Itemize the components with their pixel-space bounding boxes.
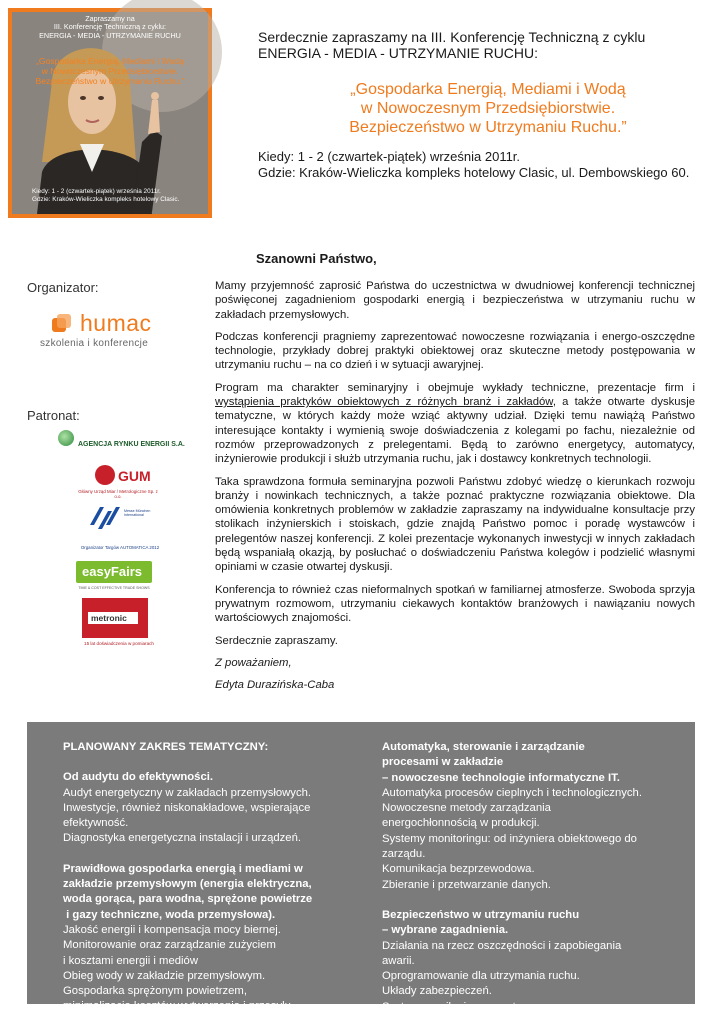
messe-logo-icon (88, 505, 122, 531)
easyfairs-tagline: TIME & COST EFFECTIVE TRADE SHOWS (78, 586, 150, 590)
letter-underlined-text: wystąpienia praktyków obiektowych z różnych branż i zakładów (215, 396, 553, 409)
letter-paragraph: Konferencja to również czas nieformalnych spotkań w familiarnej atmosferze. Swoboda sprzyja prywatnym rozmowom, utrzymaniu ciekawych kontaktów branżowych i nawiązaniu nowych wartościowych znajomości. (215, 583, 695, 625)
poster-title (12, 56, 208, 86)
letter-paragraph (215, 381, 695, 467)
topic-heading: procesami w zakładzie (382, 756, 504, 769)
poster-invite-line: III. Konferencję Techniczną z cyklu: (53, 22, 167, 32)
humac-logo[interactable] (40, 310, 172, 352)
topic-item: Układy zabezpieczeń. (382, 985, 492, 998)
letter-signature: Edyta Durazińska-Caba (215, 679, 335, 692)
globe-icon (58, 430, 74, 446)
topic-item: Nowoczesne metody zarządzania (382, 802, 551, 815)
letter-text: , a także otwarte dyskusje tematyczne, w których każdy może wziąć aktywny udział. Dzięki temu nawiążą Państwo interesujące kontakty i wymienią swoje doświadczenia z kolegami po fachu, niezależnie od rozmów przeprowadzonych z prelegentami. Będą to zarówno energetycy, automatycy, inżynierowie produkcji i służb utrzymania ruchu, jak i dostawcy konkretnych technologii. (215, 396, 695, 466)
conference-poster (8, 8, 212, 218)
letter-text: Program ma charakter seminaryjny i obejmuje wykłady techniczne, prezentacje firm i (215, 381, 695, 394)
topic-item: Automatyka procesów cieplnych i technologicznych. (382, 786, 642, 799)
topic-item: Systemy monitoringu: od inżyniera obiektowego do (382, 832, 637, 845)
poster-when: Kiedy: 1 - 2 (czwartek-piątek) września 2011r. (32, 188, 161, 195)
topic-item: Zbieranie i przetwarzanie danych. (382, 878, 551, 891)
topic-heading: Prawidłowa gospodarka energią i mediami w (63, 862, 303, 875)
letter-paragraph: Mamy przyjemność zaprosić Państwa do uczestnictwa w dwudniowej konferencji technicznej poświęconej zagadnieniom gospodarki energią i bezpieczeństwa w utrzymaniu ruchu w zakładach przemysłowych. (215, 280, 695, 321)
gum-logo-icon (94, 462, 151, 488)
metronic-logo-icon (82, 598, 148, 638)
topic-item: Inwestycje, również niskonakładowe, wspierające (63, 801, 311, 814)
sponsor-metronic[interactable] (74, 598, 164, 650)
header-where: Gdzie: Kraków-Wieliczka kompleks hotelowy Clasic, ul. Dembowskiego 60. (258, 165, 690, 180)
topic-item: zarządu. (382, 848, 426, 861)
topic-heading: – wybrane zagadnienia. (382, 924, 509, 937)
topic-item: minimalizacja kosztów wytworzenia i przesyłu. (63, 1000, 295, 1013)
conference-title-line: w Nowoczesnym Przedsiębiorstwie. (360, 100, 616, 117)
poster-title-line: „Gospodarka Energią, Mediami i Wodą (36, 56, 184, 66)
poster-date-place (32, 188, 179, 204)
poster-invite-line: ENERGIA - MEDIA - UTRZYMANIE RUCHU (39, 30, 181, 40)
topics-column-left (63, 740, 363, 1015)
poster-invite-text (12, 15, 208, 40)
humac-mark-icon (52, 314, 72, 334)
topic-heading: – nowoczesne technologie informatyczne IT. (382, 771, 620, 784)
sponsor-gum[interactable] (74, 462, 162, 499)
gum-mark-text: GUM (118, 468, 151, 484)
topic-heading: i gazy techniczne, woda przemysłowa). (63, 908, 276, 921)
topic-item: Audyt energetyczny w zakładach przemysłowych. (63, 786, 312, 799)
topic-item: Jakość energii i kompensacja mocy biernej. (63, 923, 281, 936)
header-invite: Serdecznie zapraszamy na III. Konferencję Techniczną z cyklu (258, 29, 646, 45)
topic-item: Obieg wody w zakładzie przemysłowym. (63, 969, 266, 982)
conference-title-line: Bezpieczeństwo w Utrzymaniu Ruchu.” (349, 119, 627, 136)
topic-item: efektywność. (63, 817, 129, 830)
sponsor-easyfairs[interactable] (76, 561, 152, 593)
letter-greeting: Szanowni Państwo, (256, 251, 377, 266)
header-series: ENERGIA - MEDIA - UTRZYMANIE RUCHU: (258, 45, 539, 61)
sponsor-gum-label: Główny Urząd Miar / Metrologiczne Sp. z o.o. (78, 489, 158, 499)
topic-item: Systemy zasilania gwarantowanego. (382, 1000, 565, 1013)
sponsor-messe-munchen[interactable] (72, 505, 168, 555)
topic-item: energochłonnością w produkcji. (382, 817, 540, 830)
conference-title-line: „Gospodarka Energią, Mediami i Wodą (350, 81, 626, 98)
topics-heading: PLANOWANY ZAKRES TEMATYCZNY: (63, 741, 269, 753)
topic-item: awarii. (382, 954, 415, 967)
letter-regards: Z poważaniem, (215, 656, 292, 669)
topic-item: Monitorowanie oraz zarządzanie zużyciem (63, 939, 276, 952)
sponsor-agencja-label: AGENCJA RYNKU ENERGII S.A. (78, 441, 185, 448)
topic-item: Oprogramowanie dla utrzymania ruchu. (382, 970, 580, 983)
humac-tagline: szkolenia i konferencje (40, 338, 149, 349)
poster-title-line: Bezpieczeństwo w Utrzymaniu Ruchu.” (35, 76, 185, 86)
letter-closing: Serdecznie zapraszamy. (215, 634, 338, 647)
topic-heading: woda gorąca, para wodna, sprężone powietrze (63, 893, 313, 906)
topics-column-right (382, 740, 682, 1015)
poster-title-line: w Nowoczesnym Przedsiębiorstwie. (41, 66, 179, 76)
letter-paragraph: Podczas konferencji pragniemy zaprezentować nowoczesne rozwiązania i energo-oszczędne technologie, przykłady dobrej praktyki obiektowej oraz skuteczne metody postępowania w utrzymaniu ruchu – na co dzień i w sytuacji awaryjnej. (215, 330, 695, 372)
patronage-label: Patronat: (27, 408, 80, 423)
topic-heading: zakładzie przemysłowym (energia elektryczna, (63, 878, 312, 891)
organizer-label: Organizator: (27, 280, 99, 295)
easyfairs-wordmark: easyFairs (82, 564, 142, 579)
topic-item: Działania na rzecz oszczędności i zapobiegania (382, 939, 622, 952)
topic-item: i kosztami energii i mediów (63, 954, 198, 967)
topics-panel (27, 722, 695, 1013)
letter-paragraph: Taka sprawdzona formuła seminaryjna pozwoli Państwu zdobyć wiedzę o kierunkach rozwoju branży i nowinkach technicznych, a także poznać praktyczne rozwiązania obiektowe. Dla omówienia konkretnych problemów w zakładzie zapraszamy na indywidualne konsultacje przy stolikach inżynierskich i stoiskach, gdzie znajdą Państwo pomoc i poradę wystawców i prelegentów naszej konferencji. Z kolei prezentacje wykonanych inwestycji w innych zakładach będą wspaniałą okazją, by posłuchać o doświadczeniu Państwa kolegów i podzielić własnymi opiniami w czasie otwartej dyskusji. (215, 475, 695, 574)
humac-wordmark: humac (80, 310, 152, 336)
topic-heading: Od audytu do efektywności. (63, 771, 214, 784)
topic-item: Gospodarka sprężonym powietrzem, (63, 985, 247, 998)
woman-pointing-illustration (12, 12, 208, 214)
metronic-wordmark: metronic (91, 613, 127, 623)
header-when: Kiedy: 1 - 2 (czwartek-piątek) września 2011r. (258, 149, 521, 164)
poster-invite-line: Zapraszamy na (85, 14, 135, 23)
sponsor-agencja-rynku-energii[interactable] (58, 430, 185, 458)
letter-body (215, 279, 695, 700)
poster-photo (12, 12, 208, 214)
topic-item: Komunikacja bezprzewodowa. (382, 863, 535, 876)
poster-where: Gdzie: Kraków-Wieliczka kompleks hotelowy Clasic. (32, 196, 180, 203)
topic-item: Diagnostyka energetyczna instalacji i urządzeń. (63, 832, 301, 845)
sponsor-messe-sub: Organizator Targów AUTOMATICA 2012 (80, 545, 160, 550)
topic-heading: Automatyka, sterowanie i zarządzanie (382, 741, 585, 753)
topic-heading: Bezpieczeństwo w utrzymaniu ruchu (382, 908, 580, 921)
sponsor-metronic-sub: 15 lat doświadczenia w pomiarach (84, 641, 154, 646)
sponsor-messe-label: Messe München International (124, 509, 151, 518)
